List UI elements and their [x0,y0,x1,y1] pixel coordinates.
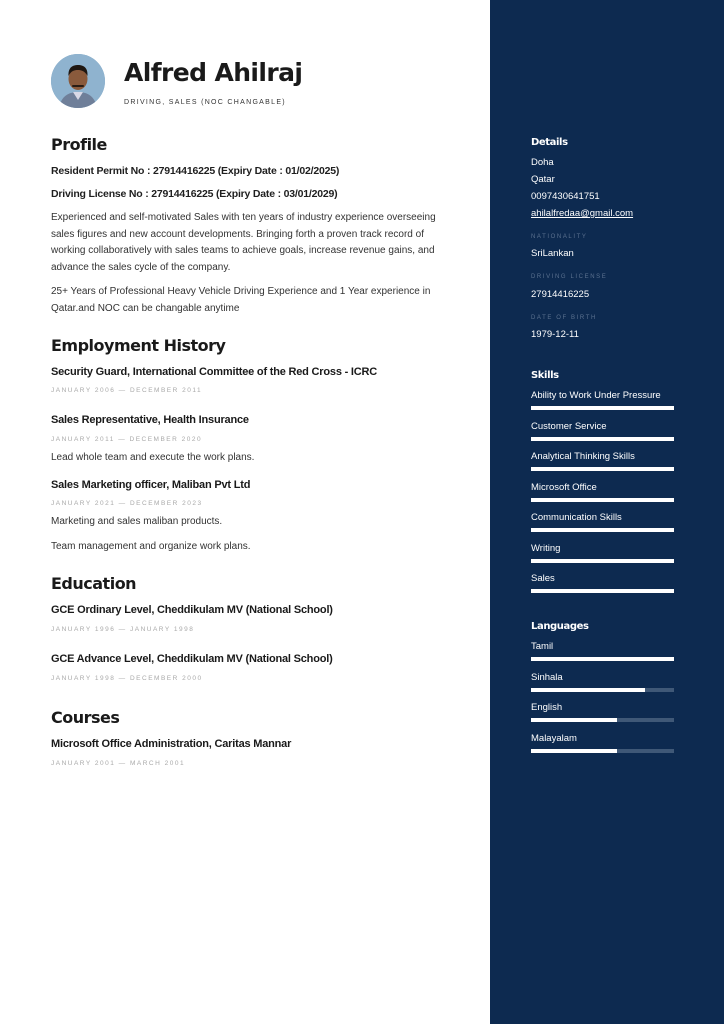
details-heading: Details [531,137,568,148]
skill-level-bar [531,528,674,532]
skill-level-bar [531,406,674,410]
job-title: Security Guard, International Committee of the Red Cross - ICRC [51,366,378,378]
skill-name: Microsoft Office [531,481,597,493]
language-name: Sinhala [531,671,563,683]
courses-heading: Courses [51,708,120,727]
profile-experience-note: 25+ Years of Professional Heavy Vehicle Driving Experience and 1 Year experience in Qatar.and NOC can be changable anytime [51,286,431,314]
education-title: GCE Ordinary Level, Cheddikulam MV (National School) [51,604,333,616]
skill-level-bar [531,559,674,563]
profile-photo [51,54,105,108]
job-description: Team management and organize work plans. [51,541,251,552]
job-title: Sales Marketing officer, Maliban Pvt Ltd [51,479,251,491]
education-dates: JANUARY 1996 — JANUARY 1998 [51,626,195,633]
language-level-bar [531,657,674,661]
skill-name: Customer Service [531,420,607,432]
details-country: Qatar [531,174,555,185]
skill-name: Ability to Work Under Pressure [531,390,661,401]
education-heading: Education [51,574,137,593]
skill-level-fill [531,589,674,593]
course-title: Microsoft Office Administration, Caritas Mannar [51,738,292,750]
license-label: DRIVING LICENSE [531,274,608,280]
profile-summary: Experienced and self-motivated Sales with ten years of industry experience overseeing sales figures and new account developments. Bringing forth a proven track record of working collaboratively with sales teams to achieve goals, increase revenue gains, and advance the sales cycle of the company. [51,212,436,273]
language-level-fill [531,657,674,661]
language-level-bar [531,688,674,692]
skill-name: Sales [531,573,555,584]
education-title: GCE Advance Level, Cheddikulam MV (National School) [51,653,333,665]
skill-level-fill [531,406,674,410]
language-level-fill [531,749,617,753]
job-dates: JANUARY 2011 — DECEMBER 2020 [51,436,203,443]
skill-level-fill [531,498,674,502]
job-title: Sales Representative, Health Insurance [51,414,249,426]
job-dates: JANUARY 2021 — DECEMBER 2023 [51,500,203,507]
job-headline: DRIVING, SALES (NOC CHANGABLE) [124,99,286,106]
avatar [51,54,105,108]
dob-value: 1979-12-11 [531,329,579,340]
skill-level-fill [531,437,674,441]
employment-heading: Employment History [51,336,226,355]
details-email-link[interactable]: ahilalfredaa@gmail.com [531,208,634,219]
course-dates: JANUARY 2001 — MARCH 2001 [51,760,186,767]
skill-level-fill [531,559,674,563]
skill-name: Writing [531,542,561,554]
skill-level-bar [531,498,674,502]
nationality-value: SriLankan [531,248,574,259]
job-description: Lead whole team and execute the work plans. [51,452,255,463]
language-name: Tamil [531,641,554,652]
details-city: Doha [531,157,554,168]
dob-label: DATE OF BIRTH [531,315,597,321]
skill-level-bar [531,467,674,471]
skill-name: Communication Skills [531,512,622,523]
language-name: Malayalam [531,732,577,744]
skill-level-fill [531,528,674,532]
skill-level-bar [531,589,674,593]
job-dates: JANUARY 2006 — DECEMBER 2011 [51,387,203,394]
skill-level-fill [531,467,674,471]
resident-permit: Resident Permit No : 27914416225 (Expiry Date : 01/02/2025) [51,165,340,177]
language-level-bar [531,749,674,753]
language-name: English [531,702,563,713]
nationality-label: NATIONALITY [531,234,588,240]
details-phone[interactable]: 0097430641751 [531,191,600,202]
skill-name: Analytical Thinking Skills [531,451,635,462]
job-description: Marketing and sales maliban products. [51,516,223,527]
language-level-bar [531,718,674,722]
driving-license-line: Driving License No : 27914416225 (Expiry Date : 03/01/2029) [51,188,338,200]
education-dates: JANUARY 1998 — DECEMBER 2000 [51,675,203,682]
language-level-fill [531,688,645,692]
skill-level-bar [531,437,674,441]
license-value: 27914416225 [531,289,590,300]
skills-heading: Skills [531,370,559,381]
language-level-fill [531,718,617,722]
candidate-name: Alfred Ahilraj [124,58,303,87]
profile-heading: Profile [51,135,107,154]
languages-heading: Languages [531,621,589,632]
